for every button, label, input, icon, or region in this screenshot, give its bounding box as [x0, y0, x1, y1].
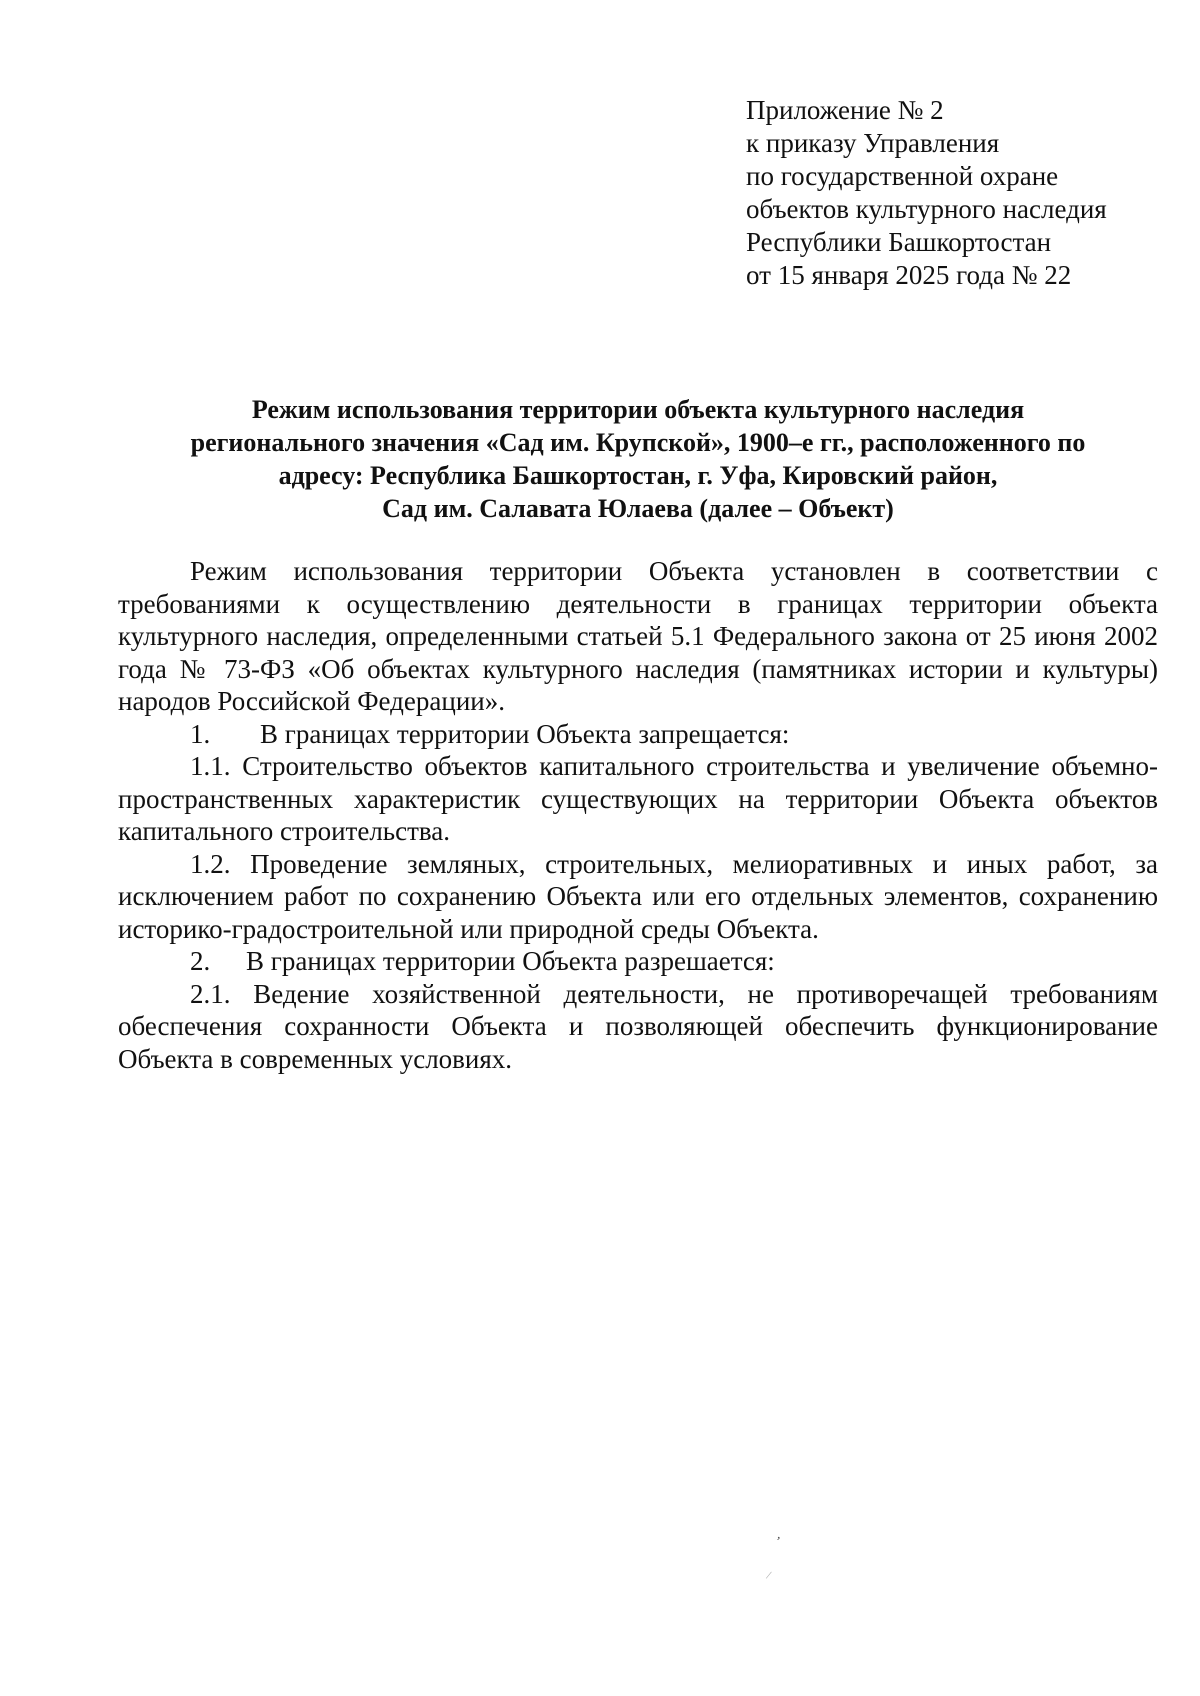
attachment-header [746, 94, 1166, 292]
title-line: Режим использования территории объекта культурного наследия [251, 395, 1025, 424]
clause-text: В границах территории Объекта разрешается: [246, 946, 775, 976]
clause-2-1: 2.1. Ведение хозяйственной деятельности, не противоречащей требованиям обеспечения сохранности Объекта и позволяющей обеспечить функционирование Объекта в современных условиях. [118, 978, 1158, 1074]
clause-2 [118, 945, 1158, 978]
intro-paragraph: Режим использования территории Объекта установлен в соответствии с требованиями к осуществлению деятельности в границах территории объекта культурного наследия, определенными статьей 5.1 Федерального закона от 25 июня 2002 года № 73-ФЗ «Об объектах культурного наследия (памятниках истории и культуры) народов Российской Федерации». [118, 556, 1158, 716]
clause-1-1: 1.1. Строительство объектов капитального строительства и увеличение объемно-пространственных характеристик существующих на территории Объекта объектов капитального строительства. [118, 751, 1158, 846]
document-body [118, 555, 1158, 1075]
clause-1 [118, 718, 1158, 751]
attachment-line: к приказу Управления [746, 128, 1000, 158]
clause-1-2: 1.2. Проведение земляных, строительных, мелиоративных и иных работ, за исключением работ по сохранению Объекта или его отдельных элементов, сохранению историко-градостроительной или природной среды Объекта. [118, 848, 1158, 944]
title-line: регионального значения «Сад им. Крупской», 1900–е гг., расположенного по [190, 428, 1086, 457]
attachment-line: Приложение № 2 [746, 95, 944, 125]
attachment-line: Республики Башкортостан [746, 227, 1052, 257]
document-title [118, 393, 1158, 525]
title-line: адресу: Республика Башкортостан, г. Уфа, Кировский район, [278, 461, 998, 490]
clause-text: В границах территории Объекта запрещается: [260, 718, 790, 749]
clause-number: 1. [190, 718, 211, 749]
attachment-line: объектов культурного наследия [746, 194, 1107, 224]
title-line: Сад им. Салавата Юлаева (далее – Объект) [382, 494, 894, 523]
attachment-line: от 15 января 2025 года № 22 [746, 260, 1072, 290]
attachment-line: по государственной охране [746, 161, 1059, 191]
clause-number: 2. [190, 946, 211, 976]
scan-speck: ’ [773, 1534, 782, 1551]
scan-speck: / [764, 1567, 773, 1583]
